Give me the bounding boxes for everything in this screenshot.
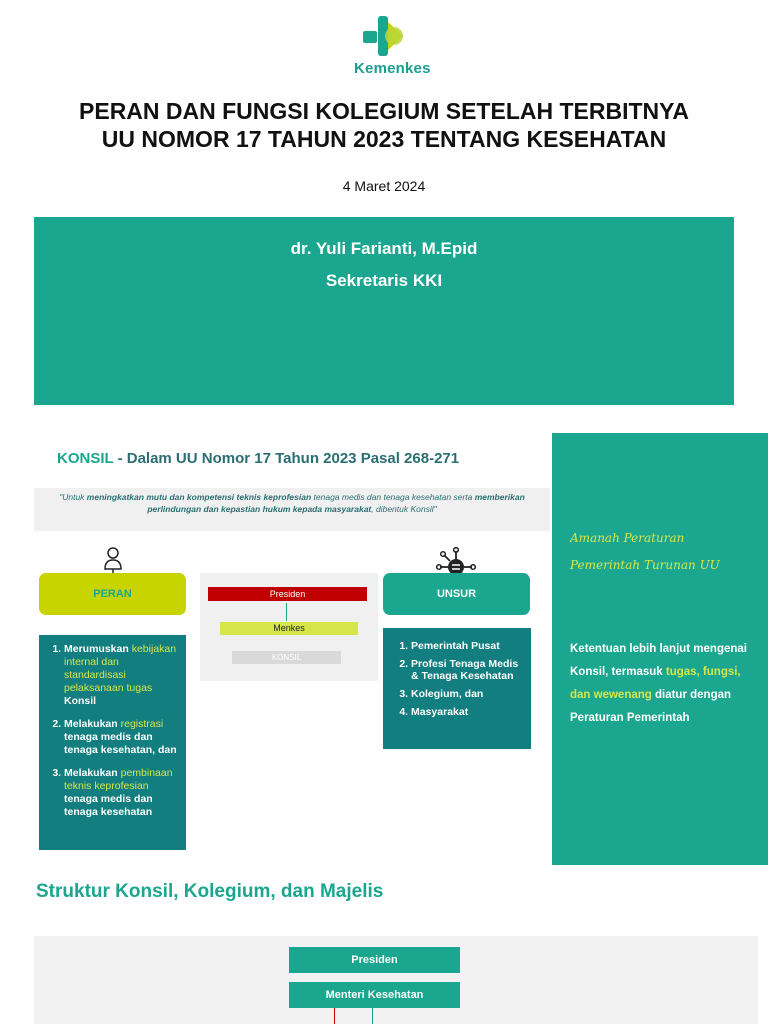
unsur-item: 2. Profesi Tenaga Medis & Tenaga Kesehatan xyxy=(411,658,523,682)
peran-item-text: Melakukan xyxy=(64,767,121,779)
struktur-connector-teal xyxy=(372,1008,373,1024)
peran-item-highlight: registrasi xyxy=(120,718,164,730)
struktur-heading: Struktur Konsil, Kolegium, dan Majelis xyxy=(36,881,384,902)
peran-item-text: tenaga medis dan tenaga kesehatan xyxy=(64,793,153,818)
date: 4 Maret 2024 xyxy=(342,178,426,194)
regulation-text-a: Ketentuan lebih lanjut mengenai Konsil, termasuk xyxy=(570,643,747,678)
presenter-banner xyxy=(34,217,734,405)
page-title xyxy=(40,97,728,153)
peran-item-highlight: kebijakan internal dan standardisasi pelaksanaan tugas xyxy=(64,643,177,694)
peran-item xyxy=(64,643,178,708)
peran-item-text: Merumuskan xyxy=(64,643,132,655)
org-konsil-box: KONSIL xyxy=(232,651,341,664)
unsur-header: UNSUR xyxy=(383,573,530,615)
title-line-2: UU NOMOR 17 TAHUN 2023 TENTANG KESEHATAN xyxy=(101,126,667,152)
regulation-text xyxy=(570,638,760,730)
quote-bold-1: meningkatkan mutu dan kompetensi teknis keprofesian xyxy=(86,492,312,502)
peran-item-text: tenaga medis dan tenaga kesehatan, dan xyxy=(64,731,177,756)
presenter-role: Sekretaris KKI xyxy=(325,271,443,290)
peran-item xyxy=(64,767,178,819)
quote-bold-2: memberikan perlindungan dan kepastian hukum kepada masyarakat xyxy=(147,492,525,514)
script-line-2: Pemerintah Turunan UU xyxy=(570,558,720,572)
konsil-quote xyxy=(34,488,550,531)
peran-list xyxy=(39,635,186,819)
presenter-name: dr. Yuli Farianti, M.Epid xyxy=(290,239,478,258)
logo-text: Kemenkes xyxy=(354,60,431,77)
peran-item-highlight: pembinaan teknis keprofesian xyxy=(64,767,173,792)
script-line-1: Amanah Peraturan xyxy=(570,531,685,545)
unsur-list xyxy=(383,628,531,718)
org-presiden-box: Presiden xyxy=(208,587,367,601)
org-connector xyxy=(286,603,287,621)
quote-part-3: , dibentuk Konsil" xyxy=(371,504,437,514)
regulation-text-b: diatur dengan Peraturan Pemerintah xyxy=(570,689,732,724)
konsil-heading xyxy=(57,450,459,467)
peran-header: PERAN xyxy=(39,573,186,615)
konsil-heading-prefix: KONSIL xyxy=(57,450,114,467)
title-line-1: PERAN DAN FUNGSI KOLEGIUM SETELAH TERBITNYA xyxy=(79,98,689,124)
quote-part-2: tenaga medis dan tenaga kesehatan serta xyxy=(311,492,475,502)
regulation-text-highlight: tugas, fungsi, dan wewenang xyxy=(570,666,741,701)
peran-item-text: Melakukan xyxy=(64,718,121,730)
org-menkes-box: Menkes xyxy=(220,622,358,635)
struktur-connector-red xyxy=(334,1008,335,1024)
unsur-item: 3. Kolegium, dan xyxy=(411,688,523,700)
konsil-org-chart xyxy=(200,573,378,681)
peran-item-text: Konsil xyxy=(64,695,97,707)
unsur-item: 1. Pemerintah Pusat xyxy=(411,640,523,652)
kemenkes-logo xyxy=(354,14,431,84)
quote-part-1: "Untuk xyxy=(59,492,87,502)
kemenkes-emblem-icon xyxy=(361,14,407,58)
peran-item xyxy=(64,718,178,757)
regulation-panel xyxy=(552,433,768,865)
struktur-presiden-box: Presiden xyxy=(289,947,460,973)
unsur-list-box xyxy=(383,628,531,749)
unsur-item: 4. Masyarakat xyxy=(411,706,523,718)
struktur-menteri-box: Menteri Kesehatan xyxy=(289,982,460,1008)
peran-list-box xyxy=(39,635,186,850)
konsil-heading-rest: - Dalam UU Nomor 17 Tahun 2023 Pasal 268-271 xyxy=(113,450,460,467)
